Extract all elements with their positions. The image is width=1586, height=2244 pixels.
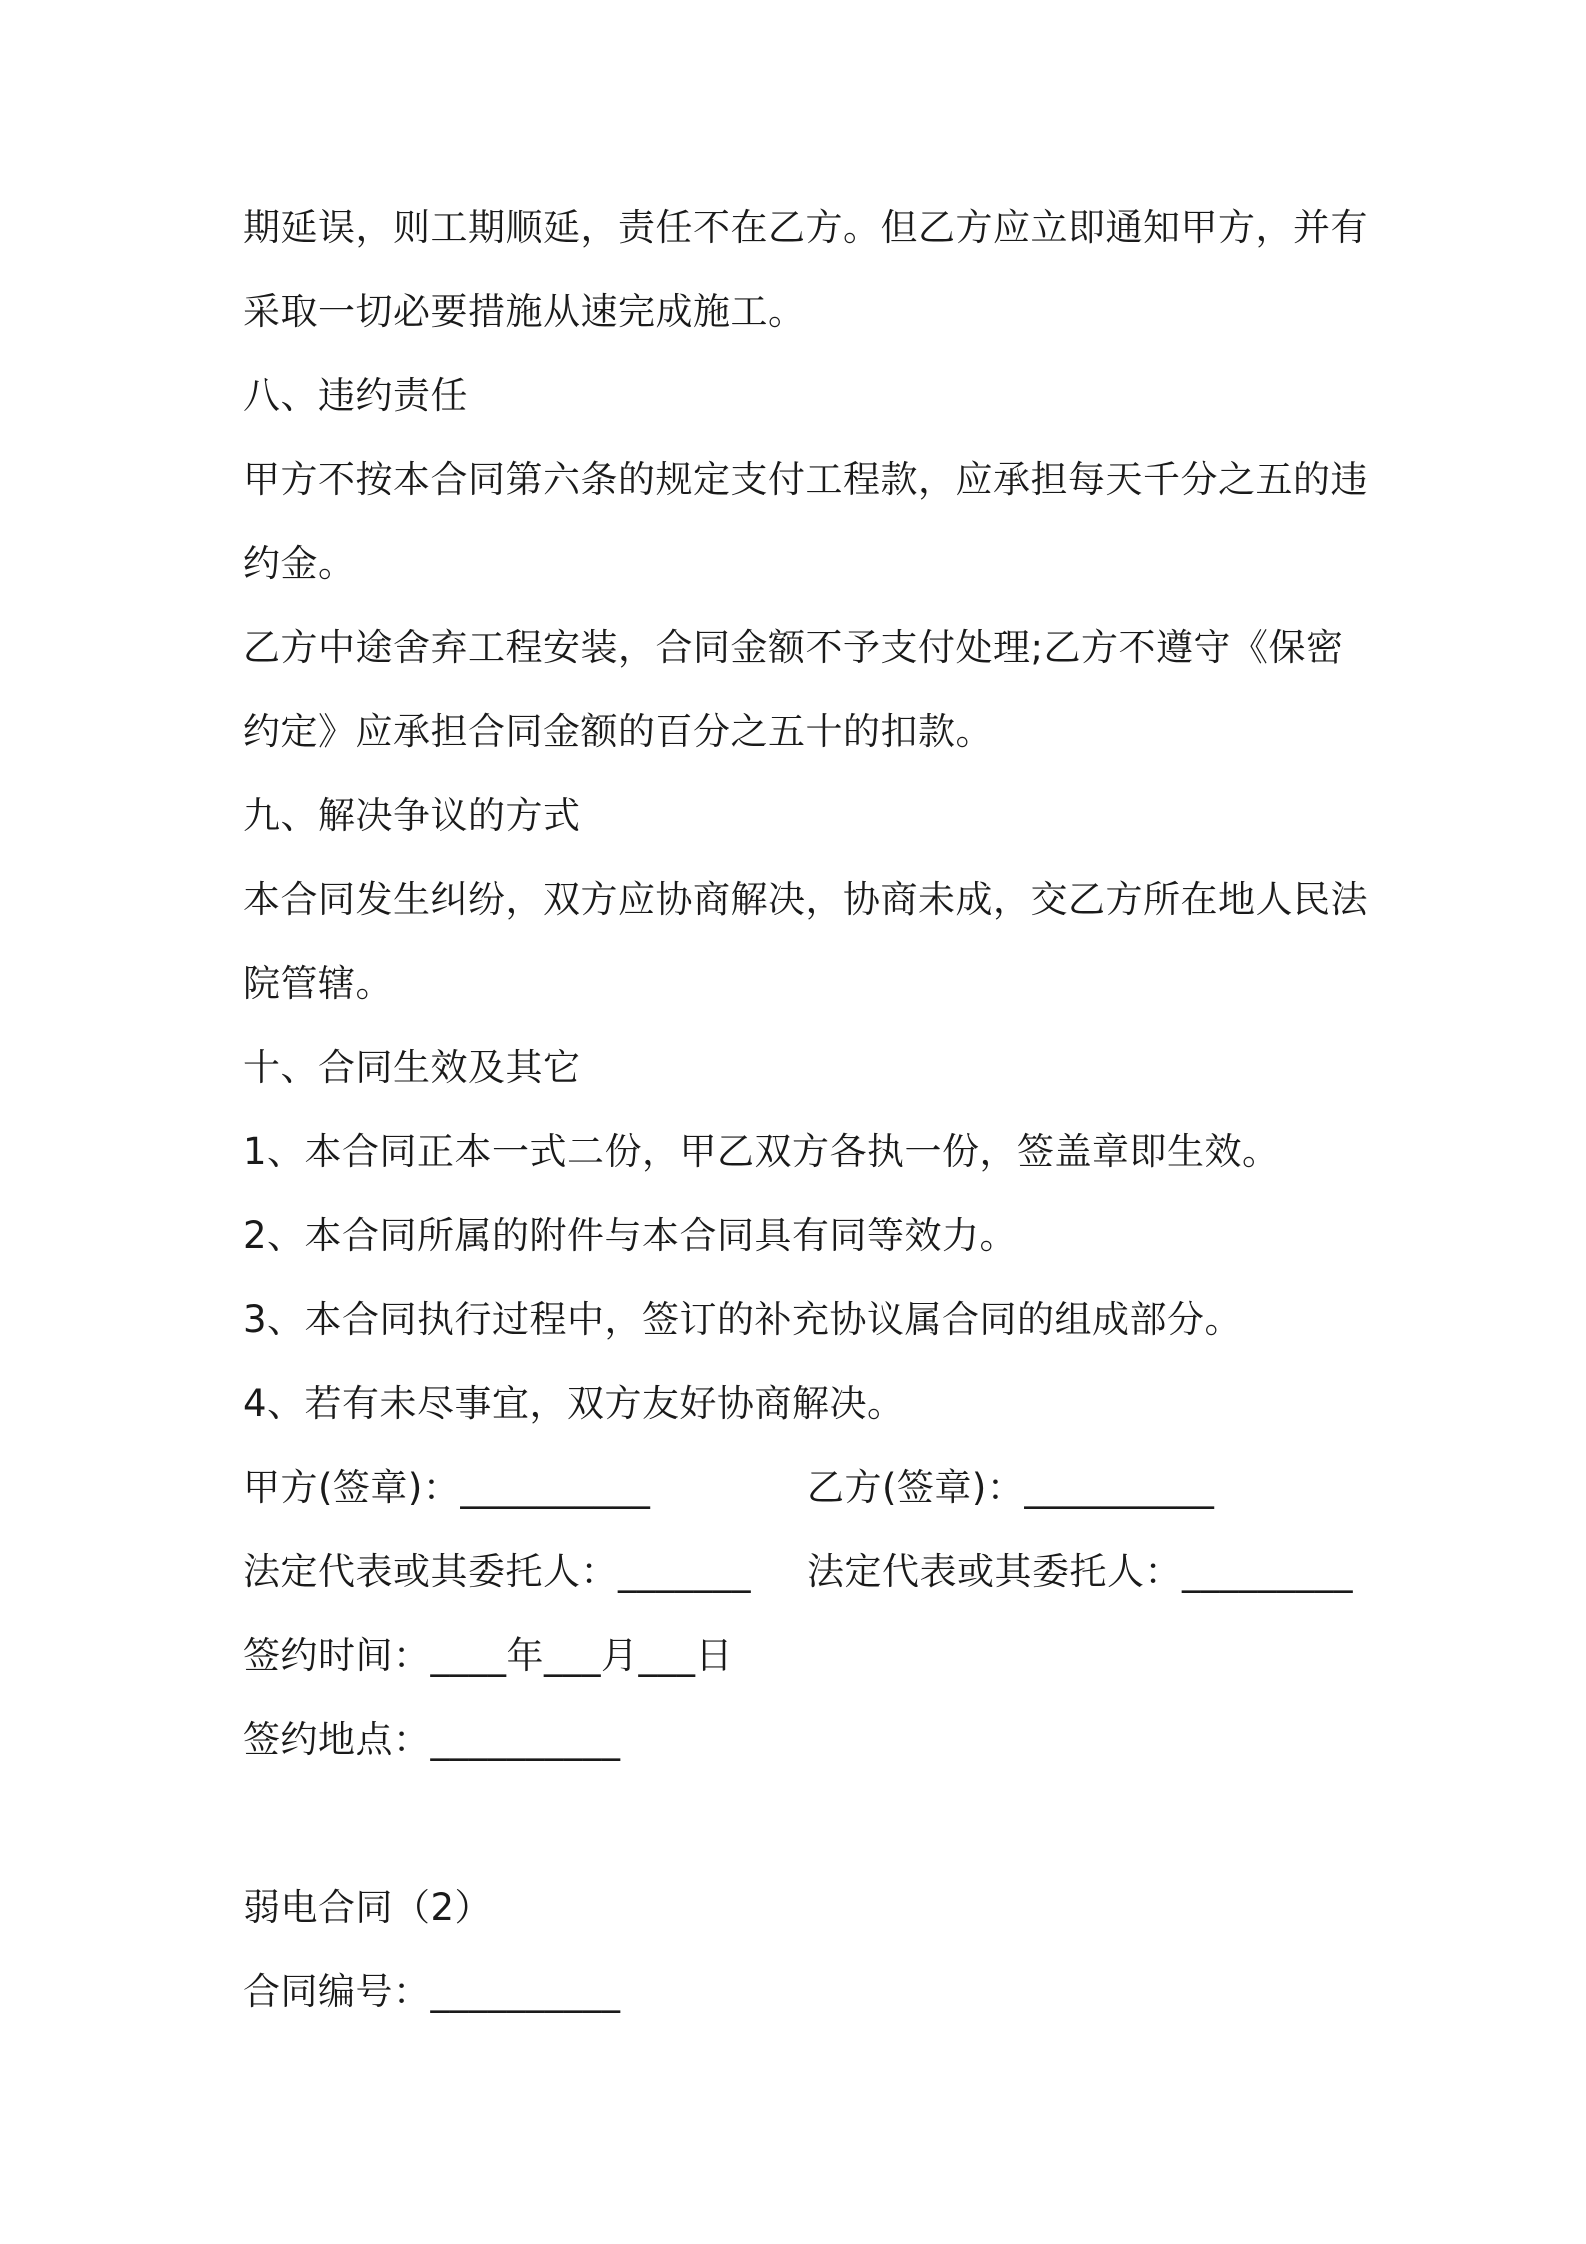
paragraph-line: 院管辖。 — [243, 962, 393, 1005]
paragraph-line: 甲方不按本合同第六条的规定支付工程款，应承担每天千分之五的违 — [243, 458, 1368, 501]
section-heading-10: 十、合同生效及其它 — [243, 1046, 581, 1089]
paragraph-line: 本合同发生纠纷，双方应协商解决，协商未成，交乙方所在地人民法 — [243, 878, 1368, 921]
section-heading-8: 八、违约责任 — [243, 374, 468, 417]
paragraph-line: 采取一切必要措施从速完成施工。 — [243, 290, 806, 333]
signing-place: 签约地点：__________ — [243, 1718, 621, 1761]
paragraph-line: 期延误，则工期顺延，责任不在乙方。但乙方应立即通知甲方，并有 — [243, 206, 1368, 249]
list-item: 3、本合同执行过程中，签订的补充协议属合同的组成部分。 — [243, 1298, 1243, 1341]
party-a-representative: 法定代表或其委托人：_______ — [243, 1550, 751, 1593]
list-item: 1、本合同正本一式二份，甲乙双方各执一份，签盖章即生效。 — [243, 1130, 1280, 1173]
paragraph-line: 乙方中途舍弃工程安装，合同金额不予支付处理;乙方不遵守《保密 — [243, 626, 1344, 669]
party-b-representative: 法定代表或其委托人：_________ — [807, 1550, 1353, 1593]
signing-date: 签约时间：____年___月___日 — [243, 1634, 733, 1677]
list-item: 2、本合同所属的附件与本合同具有同等效力。 — [243, 1214, 1018, 1257]
paragraph-line: 约金。 — [243, 542, 356, 585]
contract-number: 合同编号：__________ — [243, 1970, 621, 2013]
section-heading-9: 九、解决争议的方式 — [243, 794, 581, 837]
party-b-signature: 乙方(签章)：__________ — [807, 1466, 1215, 1509]
list-item: 4、若有未尽事宜，双方友好协商解决。 — [243, 1382, 905, 1425]
paragraph-line: 约定》应承担合同金额的百分之五十的扣款。 — [243, 710, 993, 753]
contract-title: 弱电合同（2） — [243, 1886, 493, 1929]
party-a-signature: 甲方(签章)：__________ — [243, 1466, 651, 1509]
